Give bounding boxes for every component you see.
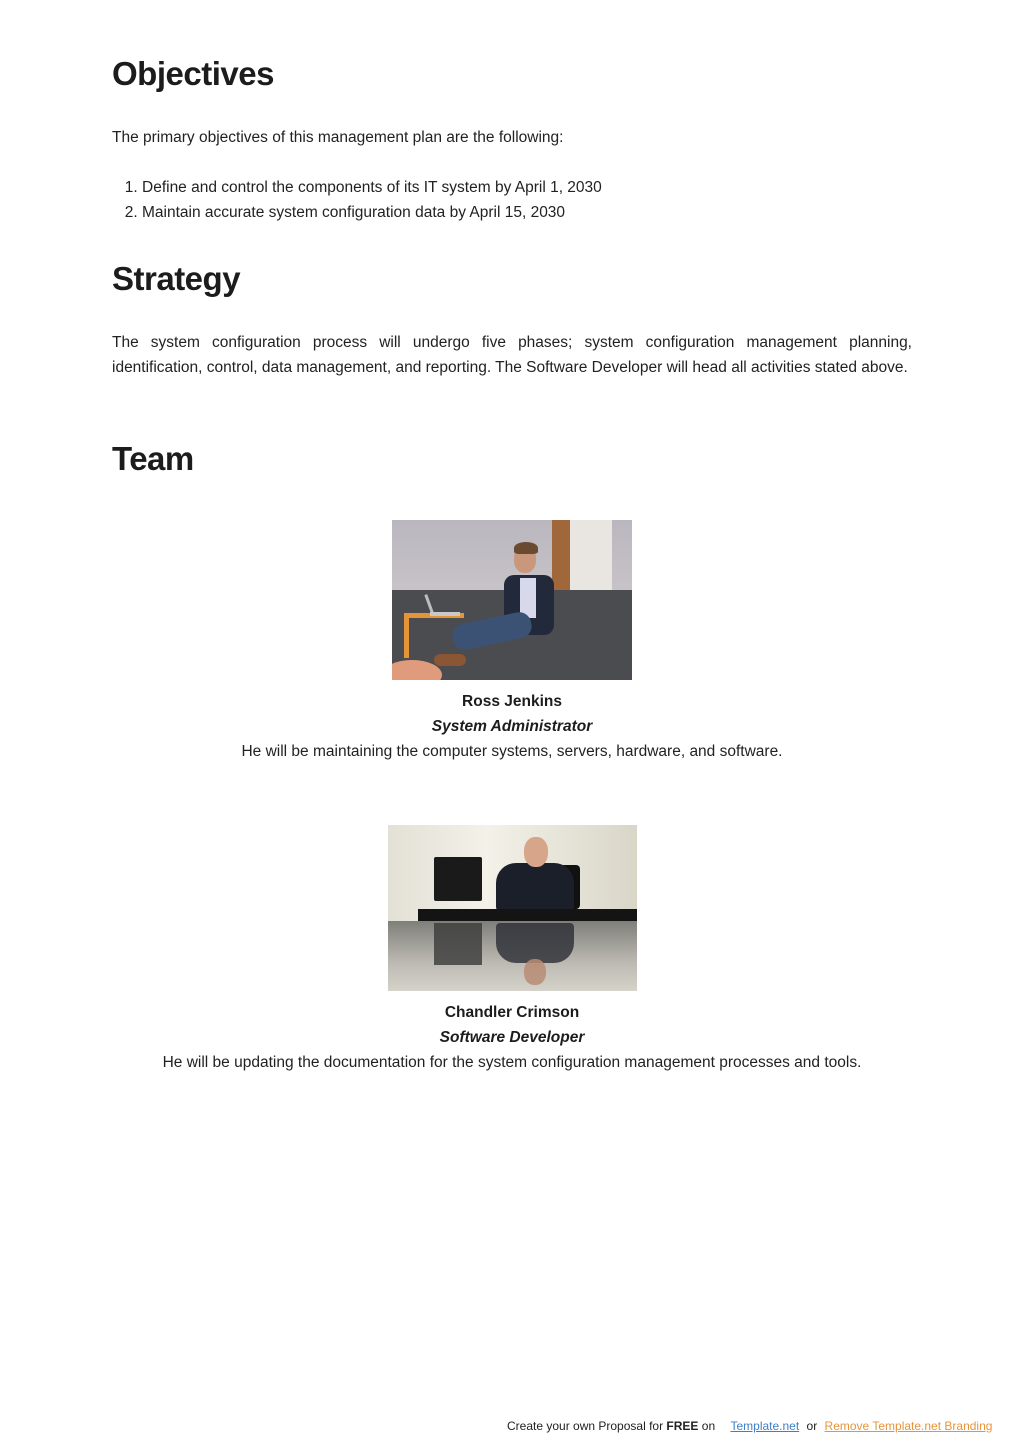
strategy-heading: Strategy <box>112 260 241 297</box>
footer-free: FREE <box>666 1419 699 1433</box>
member-description: He will be maintaining the computer systems, servers, hardware, and software. <box>241 743 783 760</box>
member-description: He will be updating the documentation for the system configuration management processes and tools. <box>162 1054 862 1071</box>
footer-on: on <box>698 1419 716 1433</box>
member-role: Software Developer <box>439 1029 585 1046</box>
strategy-body: The system configuration process will undergo five phases; system configuration management planning, identification, control, data management, and reporting. The Software Developer will head all activities stated above. <box>112 334 912 376</box>
objective-item: 2. Maintain accurate system configuration data by April 15, 2030 <box>142 200 602 225</box>
team-member-card <box>112 520 912 764</box>
objectives-list <box>112 175 602 225</box>
objective-item: 1. Define and control the components of its IT system by April 1, 2030 <box>142 175 602 200</box>
man-on-sofa-with-laptop-photo <box>392 520 632 680</box>
member-name: Ross Jenkins <box>462 693 562 710</box>
template-net-link[interactable]: Template.net <box>730 1419 800 1433</box>
member-role: System Administrator <box>431 718 593 735</box>
man-at-desk-computer-photo <box>388 825 637 991</box>
remove-branding-link[interactable]: Remove Template.net Branding <box>824 1419 993 1433</box>
team-member-card <box>112 825 912 1075</box>
branding-footer <box>507 1419 992 1433</box>
footer-or: or <box>806 1419 818 1433</box>
footer-prefix: Create your own Proposal for <box>507 1419 667 1433</box>
objectives-intro: The primary objectives of this management plan are the following: <box>112 129 564 146</box>
team-heading: Team <box>112 440 194 477</box>
member-name: Chandler Crimson <box>444 1004 580 1021</box>
objectives-heading: Objectives <box>112 55 274 92</box>
